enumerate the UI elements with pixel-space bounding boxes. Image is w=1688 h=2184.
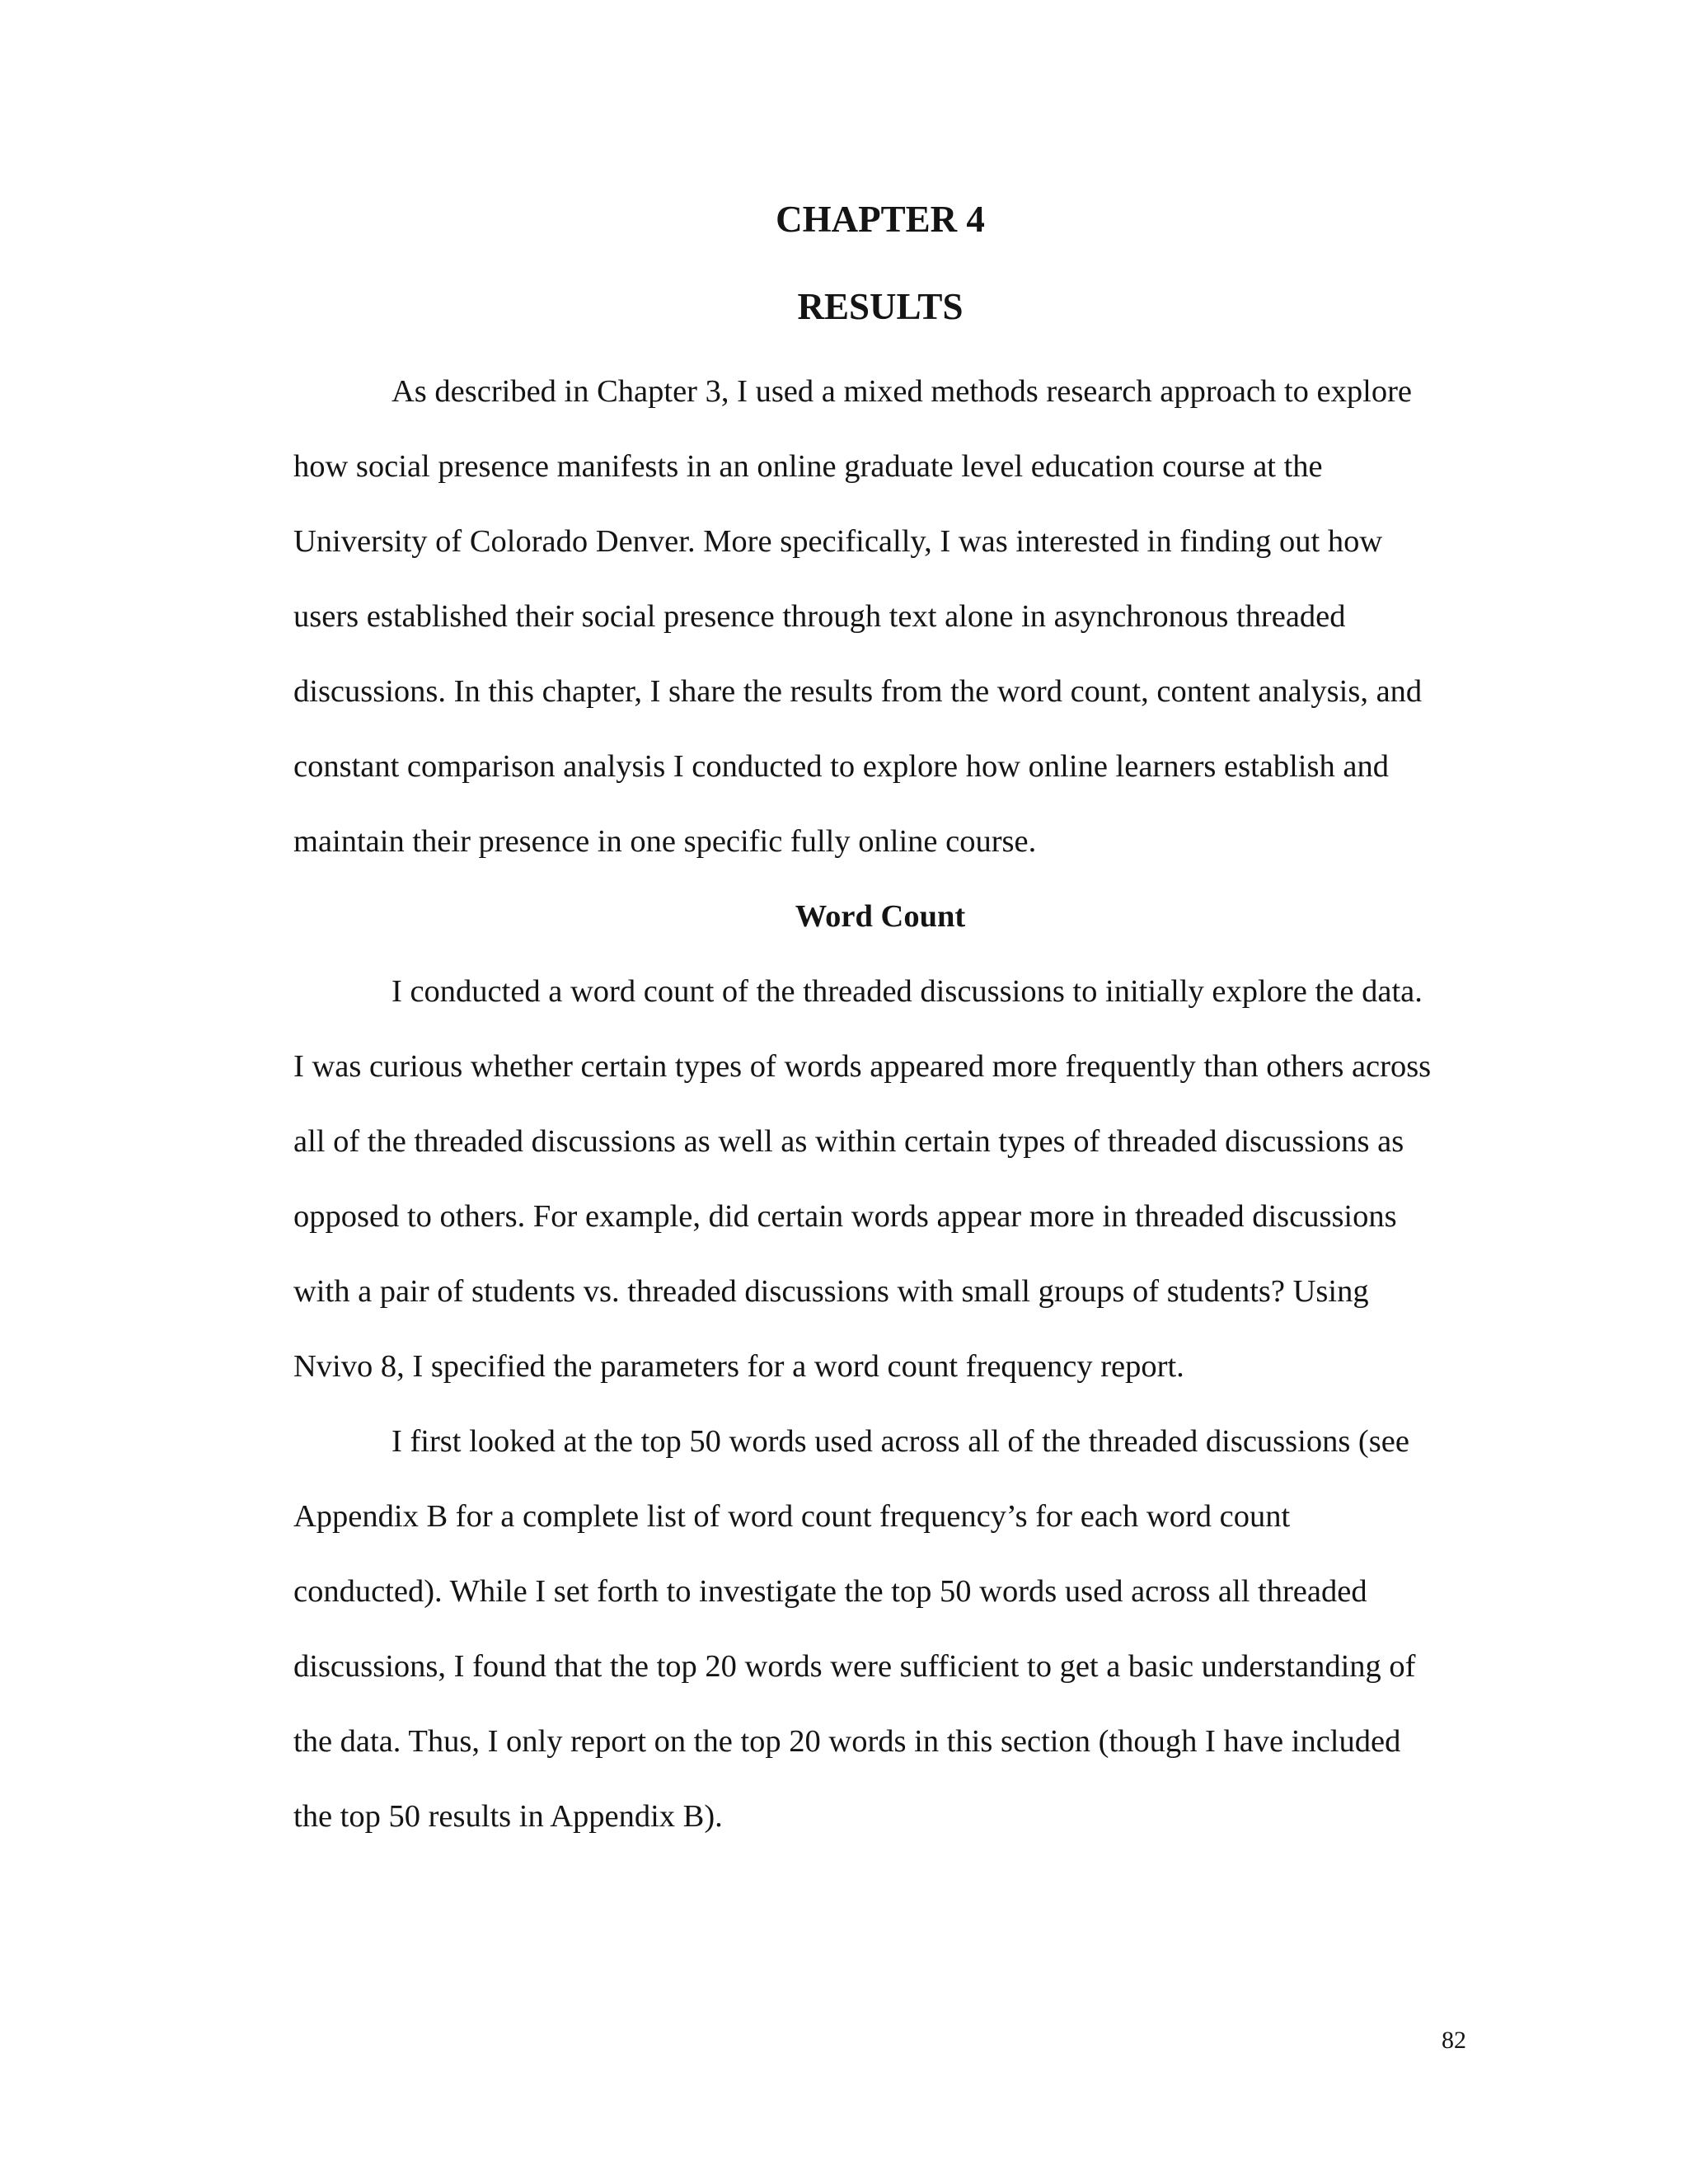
intro-paragraph-line: users established their social presence through text alone in asynchronous threaded (293, 599, 1346, 634)
body-paragraph-line: the top 50 results in Appendix B). (293, 1799, 723, 1834)
section-heading-word-count: Word Count (795, 899, 966, 934)
body-paragraph-line: I conducted a word count of the threaded discussions to initially explore the data. (392, 974, 1423, 1009)
body-paragraph-line: I was curious whether certain types of words appeared more frequently than others across (293, 1049, 1432, 1084)
intro-paragraph-line: discussions. In this chapter, I share the results from the word count, content analysis, and (293, 674, 1423, 709)
intro-paragraph-line: As described in Chapter 3, I used a mixed methods research approach to explore (392, 374, 1412, 409)
intro-paragraph-line: how social presence manifests in an online graduate level education course at the (293, 449, 1323, 484)
body-paragraph-line: conducted). While I set forth to investigate the top 50 words used across all threaded (293, 1574, 1367, 1609)
body-paragraph-line: the data. Thus, I only report on the top 20 words in this section (though I have included (293, 1724, 1401, 1759)
chapter-title-heading: RESULTS (797, 286, 964, 327)
body-paragraph-line: Appendix B for a complete list of word count frequency’s for each word count (293, 1499, 1291, 1534)
body-paragraph-line: discussions, I found that the top 20 words were sufficient to get a basic understanding of (293, 1649, 1416, 1684)
intro-paragraph-line: University of Colorado Denver. More specifically, I was interested in finding out how (293, 524, 1383, 559)
chapter-number-heading: CHAPTER 4 (776, 199, 985, 240)
intro-paragraph-line: maintain their presence in one specific fully online course. (293, 824, 1037, 859)
body-paragraph-line: I first looked at the top 50 words used across all of the threaded discussions (see (392, 1424, 1409, 1459)
intro-paragraph-line: constant comparison analysis I conducted to explore how online learners establish and (293, 749, 1389, 784)
body-paragraph-line: opposed to others. For example, did certain words appear more in threaded discussions (293, 1199, 1397, 1234)
body-paragraph-line: all of the threaded discussions as well as within certain types of threaded discussions as (293, 1124, 1404, 1159)
body-paragraph-line: with a pair of students vs. threaded discussions with small groups of students? Using (293, 1274, 1369, 1309)
body-paragraph-line: Nvivo 8, I specified the parameters for a word count frequency report. (293, 1349, 1184, 1384)
page-number: 82 (1442, 2027, 1466, 2054)
